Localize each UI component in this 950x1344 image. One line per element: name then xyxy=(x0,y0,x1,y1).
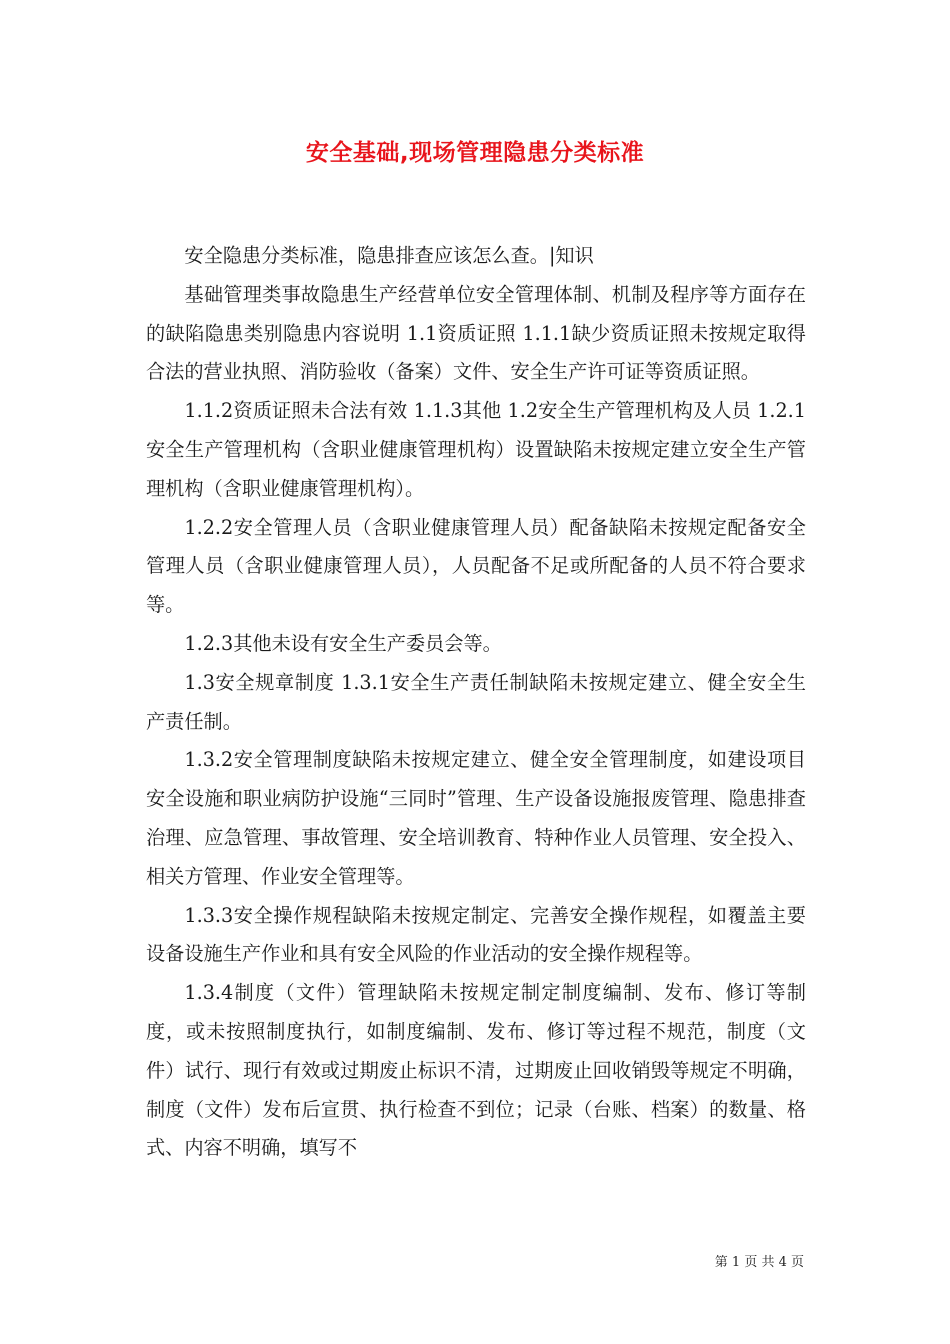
paragraph: 基础管理类事故隐患生产经营单位安全管理体制、机制及程序等方面存在的缺陷隐患类别隐患内容说明 1.1资质证照 1.1.1缺少资质证照未按规定取得合法的营业执照、消防验收（备案）文件、安全生产许可证等资质证照。 xyxy=(146,282,806,384)
document-title: 安全基础,现场管理隐患分类标准 xyxy=(305,140,645,166)
document-body xyxy=(146,237,806,1168)
paragraph: 安全隐患分类标准，隐患排查应该怎么查。|知识 xyxy=(184,244,594,267)
paragraph: 1.3.3安全操作规程缺陷未按规定制定、完善安全操作规程，如覆盖主要设备设施生产作业和具有安全风险的作业活动的安全操作规程等。 xyxy=(146,903,806,966)
paragraph: 1.2.2安全管理人员（含职业健康管理人员）配备缺陷未按规定配备安全管理人员（含职业健康管理人员），人员配备不足或所配备的人员不符合要求等。 xyxy=(146,515,806,617)
paragraph: 1.2.3其他未设有安全生产委员会等。 xyxy=(184,631,502,655)
page-number-footer: 第 1 页 共 4 页 xyxy=(714,1255,804,1270)
paragraph: 1.3.4制度（文件）管理缺陷未按规定制定制度编制、发布、修订等制度，或未按照制度执行，如制度编制、发布、修订等过程不规范，制度（文件）试行、现行有效或过期废止标识不清，过期废止回收销毁等规定不明确，制度（文件）发布后宣贯、执行检查不到位；记录（台账、档案）的数量、格式、内容不明确，填写不 xyxy=(146,981,806,1160)
paragraph: 1.3.2安全管理制度缺陷未按规定建立、健全安全管理制度，如建设项目安全设施和职业病防护设施“三同时”管理、生产设备设施报废管理、隐患排查治理、应急管理、事故管理、安全培训教育、特种作业人员管理、安全投入、相关方管理、作业安全管理等。 xyxy=(146,748,806,888)
paragraph: 1.1.2资质证照未合法有效 1.1.3其他 1.2安全生产管理机构及人员 1.2.1安全生产管理机构（含职业健康管理机构）设置缺陷未按规定建立安全生产管理机构（含职业健康管理机构）。 xyxy=(146,399,806,500)
paragraph: 1.3安全规章制度 1.3.1安全生产责任制缺陷未按规定建立、健全安全生产责任制。 xyxy=(146,670,806,733)
